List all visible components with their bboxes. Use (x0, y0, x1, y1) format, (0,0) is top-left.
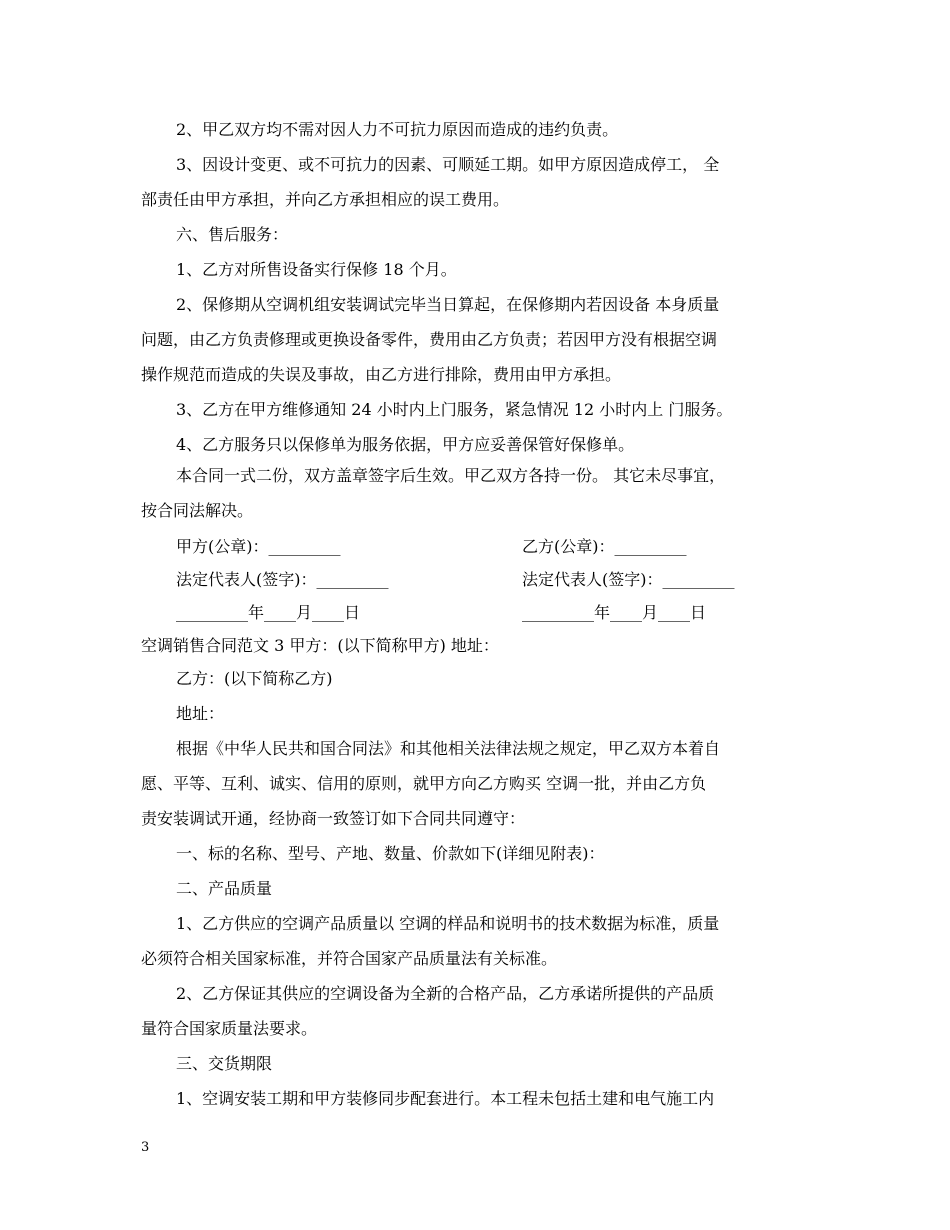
section-heading: 六、售后服务： (176, 225, 289, 244)
paragraph-line: 1、乙方对所售设备实行保修 18 个月。 (176, 260, 457, 279)
party-b-representative-field: 法定代表人(签字)：_________ (522, 570, 735, 589)
section-heading: 二、产品质量 (176, 879, 273, 898)
section-heading: 三、交货期限 (176, 1054, 273, 1073)
paragraph-line: 2、甲乙双方均不需对因人力不可抗力原因而造成的违约负责。 (176, 120, 619, 139)
paragraph-line: 乙方：(以下简称乙方) (176, 669, 333, 688)
paragraph-line: 2、保修期从空调机组安装调试完毕当日算起，在保修期内若因设备 本身质量 (176, 295, 720, 314)
paragraph-line: 量符合国家质量法要求。 (141, 1019, 318, 1038)
paragraph-line: 愿、平等、互利、诚实、信用的原则，就甲方向乙方购买 空调一批，并由乙方负 (141, 774, 707, 793)
paragraph-line: 4、乙方服务只以保修单为服务依据，甲方应妥善保管好保修单。 (176, 435, 635, 454)
paragraph-line: 3、因设计变更、或不可抗力的因素、可顺延工期。如甲方原因造成停工， 全 (176, 155, 720, 174)
paragraph-line: 按合同法解决。 (141, 501, 254, 520)
paragraph-line: 操作规范而造成的失误及事故，由乙方进行排除，费用由甲方承担。 (141, 365, 622, 384)
party-b-date-field: _________年____月____日 (522, 603, 707, 622)
party-a-date-field: _________年____月____日 (176, 603, 361, 622)
page-number: 3 (141, 1140, 150, 1155)
paragraph-line: 必须符合相关国家标准，并符合国家产品质量法有关标准。 (141, 949, 558, 968)
section-heading: 一、标的名称、型号、产地、数量、价款如下(详细见附表)： (176, 844, 605, 863)
paragraph-line: 地址： (176, 704, 225, 723)
party-a-representative-field: 法定代表人(签字)：_________ (176, 570, 389, 589)
paragraph-line: 本合同一式二份，双方盖章签字后生效。甲乙双方各持一份。 其它未尽事宜， (176, 466, 726, 485)
paragraph-line: 责安装调试开通，经协商一致签订如下合同共同遵守： (141, 809, 526, 828)
paragraph-line: 部责任由甲方承担，并向乙方承担相应的误工费用。 (141, 190, 510, 209)
paragraph-line: 1、空调安装工期和甲方装修同步配套进行。本工程未包括土建和电气施工内 (176, 1089, 715, 1108)
paragraph-line: 2、乙方保证其供应的空调设备为全新的合格产品，乙方承诺所提供的产品质 (176, 984, 715, 1003)
party-a-seal-field: 甲方(公章)：_________ (176, 537, 341, 556)
paragraph-line: 1、乙方供应的空调产品质量以 空调的样品和说明书的技术数据为标准，质量 (176, 914, 720, 933)
paragraph-line: 3、乙方在甲方维修通知 24 小时内上门服务，紧急情况 12 小时内上 门服务。 (176, 400, 733, 419)
paragraph-line: 根据《中华人民共和国合同法》和其他相关法律法规之规定，甲乙双方本着自 (176, 739, 721, 758)
paragraph-line: 问题，由乙方负责修理或更换设备零件，费用由乙方负责；若因甲方没有根据空调 (141, 330, 718, 349)
party-b-seal-field: 乙方(公章)：_________ (522, 537, 687, 556)
contract-title-line: 空调销售合同范文 3 甲方：(以下简称甲方) 地址： (141, 636, 499, 655)
